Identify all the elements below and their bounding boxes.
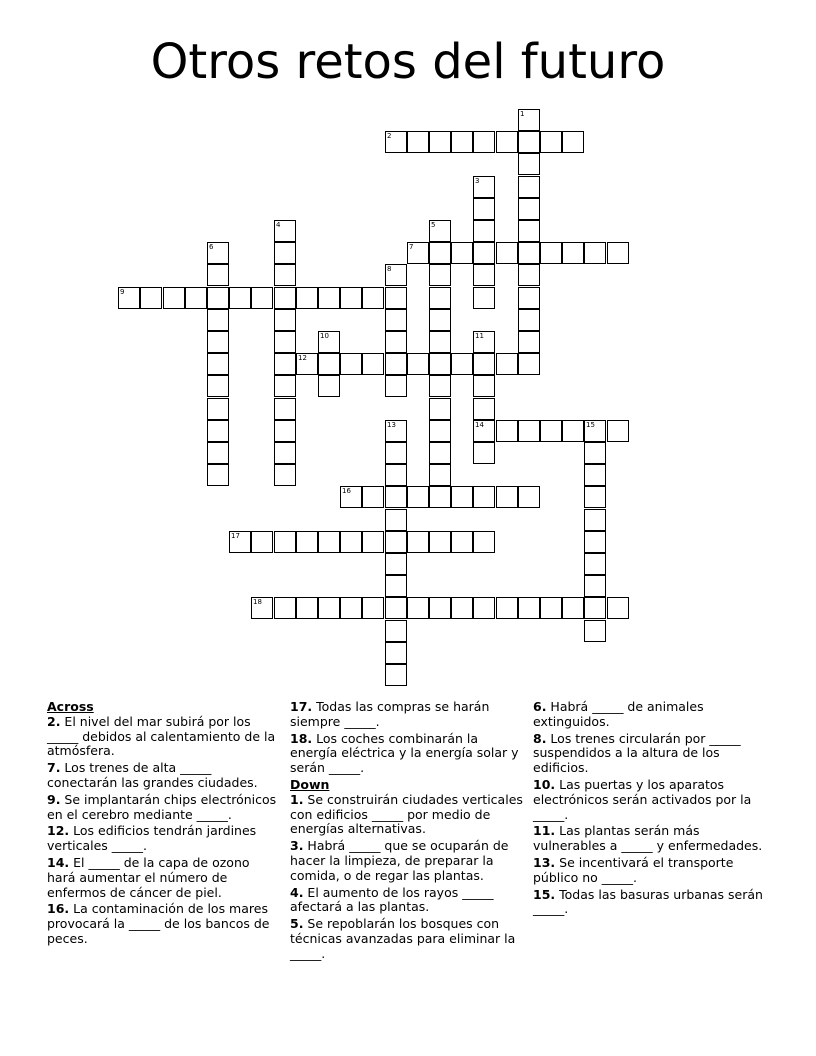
grid-cell[interactable] [496, 486, 518, 508]
clue-text: Habrá _____ de animales extinguidos. [533, 699, 704, 729]
cell-number: 5 [431, 221, 436, 229]
grid-cell[interactable] [362, 353, 384, 375]
grid-cell[interactable] [274, 309, 296, 331]
grid-cell[interactable] [518, 309, 540, 331]
grid-cell[interactable] [518, 220, 540, 242]
grid-cell[interactable] [518, 131, 540, 153]
clue-down-8 [533, 732, 765, 776]
grid-cell[interactable] [207, 398, 229, 420]
grid-cell[interactable] [274, 597, 296, 619]
grid-cell[interactable] [407, 597, 429, 619]
grid-cell[interactable] [451, 486, 473, 508]
grid-cell[interactable] [296, 353, 318, 375]
clue-number: 18. [290, 730, 313, 746]
clue-number: 4. [290, 884, 304, 900]
grid-cell[interactable] [473, 442, 495, 464]
cell-number: 11 [475, 332, 484, 340]
clue-number: 15. [533, 886, 556, 902]
clue-across-7 [47, 761, 280, 791]
grid-cell[interactable] [473, 597, 495, 619]
grid-cell[interactable] [540, 131, 562, 153]
grid-cell[interactable] [274, 220, 296, 242]
grid-cell[interactable] [229, 287, 251, 309]
clue-number: 14. [47, 854, 70, 870]
grid-cell[interactable] [429, 242, 451, 264]
grid-cell[interactable] [274, 353, 296, 375]
clue-text: Se implantarán chips electrónicos en el cerebro mediante _____. [47, 791, 277, 822]
grid-cell[interactable] [274, 331, 296, 353]
grid-cell[interactable] [251, 597, 273, 619]
grid-cell[interactable] [518, 153, 540, 175]
grid-cell[interactable] [318, 331, 340, 353]
clue-text: Todas las compras se harán siempre _____. [290, 699, 490, 729]
clues-column-1 [47, 700, 280, 949]
grid-cell[interactable] [207, 242, 229, 264]
down-heading: Down [290, 776, 330, 792]
clue-down-11 [533, 824, 765, 854]
cell-number: 7 [409, 243, 414, 251]
grid-cell[interactable] [607, 597, 629, 619]
grid-cell[interactable] [207, 353, 229, 375]
clue-down-3 [290, 839, 526, 883]
grid-cell[interactable] [473, 287, 495, 309]
grid-cell[interactable] [229, 531, 251, 553]
grid-cell[interactable] [496, 597, 518, 619]
grid-cell[interactable] [540, 242, 562, 264]
grid-cell[interactable] [429, 597, 451, 619]
grid-cell[interactable] [318, 597, 340, 619]
grid-cell[interactable] [451, 353, 473, 375]
clue-number: 5. [290, 916, 304, 932]
grid-cell[interactable] [584, 597, 606, 619]
clue-number: 16. [47, 901, 70, 917]
cell-number: 8 [387, 265, 392, 273]
grid-cell[interactable] [207, 309, 229, 331]
clue-down-13 [533, 856, 765, 886]
clue-text: Las puertas y los aparatos electrónicos serán activados por la _____. [533, 776, 752, 822]
grid-cell[interactable] [340, 287, 362, 309]
grid-cell[interactable] [473, 375, 495, 397]
grid-cell[interactable] [496, 131, 518, 153]
page-title: Otros retos del futuro [150, 34, 666, 90]
clue-number: 3. [290, 838, 304, 854]
clue-down-4 [290, 886, 526, 916]
grid-cell[interactable] [429, 309, 451, 331]
grid-cell[interactable] [385, 531, 407, 553]
grid-cell[interactable] [584, 464, 606, 486]
clue-number: 17. [290, 699, 313, 714]
grid-cell[interactable] [518, 331, 540, 353]
cell-number: 18 [253, 598, 262, 606]
clue-down-10 [533, 778, 765, 822]
grid-cell[interactable] [296, 531, 318, 553]
grid-cell[interactable] [207, 442, 229, 464]
grid-cell[interactable] [385, 597, 407, 619]
clue-number: 7. [47, 760, 61, 776]
clue-down-6 [533, 700, 765, 730]
grid-cell[interactable] [584, 620, 606, 642]
grid-cell[interactable] [518, 264, 540, 286]
grid-cell[interactable] [429, 264, 451, 286]
clue-text: Los edificios tendrán jardines verticales _____. [47, 823, 257, 854]
grid-cell[interactable] [362, 531, 384, 553]
grid-cell[interactable] [540, 597, 562, 619]
grid-cell[interactable] [429, 486, 451, 508]
grid-cell[interactable] [473, 264, 495, 286]
grid-cell[interactable] [385, 131, 407, 153]
clue-across-14 [47, 856, 280, 900]
clue-number: 1. [290, 791, 304, 807]
grid-cell[interactable] [496, 353, 518, 375]
clue-text: Habrá _____ que se ocuparán de hacer la limpieza, de preparar la comida, o de regar las plantas. [290, 838, 509, 883]
grid-cell[interactable] [274, 531, 296, 553]
grid-cell[interactable] [274, 398, 296, 420]
grid-cell[interactable] [340, 531, 362, 553]
grid-cell[interactable] [429, 442, 451, 464]
grid-cell[interactable] [318, 287, 340, 309]
grid-cell[interactable] [385, 287, 407, 309]
cell-number: 1 [520, 110, 525, 118]
clue-number: 13. [533, 854, 556, 870]
grid-cell[interactable] [429, 375, 451, 397]
grid-cell[interactable] [385, 331, 407, 353]
grid-cell[interactable] [385, 575, 407, 597]
grid-cell[interactable] [274, 420, 296, 442]
clue-across-18 [290, 732, 526, 776]
cell-number: 4 [276, 221, 281, 229]
grid-cell[interactable] [207, 264, 229, 286]
grid-cell[interactable] [318, 375, 340, 397]
grid-cell[interactable] [340, 353, 362, 375]
grid-cell[interactable] [584, 242, 606, 264]
grid-cell[interactable] [451, 131, 473, 153]
grid-cell[interactable] [274, 287, 296, 309]
grid-cell[interactable] [451, 597, 473, 619]
grid-cell[interactable] [429, 353, 451, 375]
grid-cell[interactable] [296, 597, 318, 619]
clue-number: 12. [47, 823, 70, 839]
grid-cell[interactable] [118, 287, 140, 309]
grid-cell[interactable] [163, 287, 185, 309]
grid-cell[interactable] [251, 531, 273, 553]
grid-cell[interactable] [207, 420, 229, 442]
grid-cell[interactable] [429, 398, 451, 420]
grid-cell[interactable] [429, 287, 451, 309]
grid-cell[interactable] [362, 597, 384, 619]
grid-cell[interactable] [473, 420, 495, 442]
grid-cell[interactable] [385, 642, 407, 664]
grid-cell[interactable] [451, 531, 473, 553]
grid-cell[interactable] [207, 287, 229, 309]
cell-number: 14 [475, 421, 484, 429]
clue-number: 9. [47, 791, 61, 807]
clue-number: 2. [47, 713, 61, 729]
grid-cell[interactable] [584, 553, 606, 575]
grid-cell[interactable] [296, 287, 318, 309]
grid-cell[interactable] [185, 287, 207, 309]
grid-cell[interactable] [562, 597, 584, 619]
grid-cell[interactable] [584, 575, 606, 597]
grid-cell[interactable] [385, 375, 407, 397]
grid-cell[interactable] [518, 176, 540, 198]
grid-cell[interactable] [518, 420, 540, 442]
grid-cell[interactable] [473, 176, 495, 198]
grid-cell[interactable] [274, 442, 296, 464]
grid-cell[interactable] [362, 287, 384, 309]
grid-cell[interactable] [562, 420, 584, 442]
grid-cell[interactable] [385, 509, 407, 531]
clue-down-1 [290, 793, 526, 837]
clues-column-2 [290, 700, 526, 964]
grid-cell[interactable] [429, 131, 451, 153]
grid-cell[interactable] [473, 131, 495, 153]
cell-number: 12 [298, 354, 307, 362]
grid-cell[interactable] [207, 331, 229, 353]
clue-number: 6. [533, 699, 547, 714]
clue-text: Los trenes de alta _____ conectarán las grandes ciudades. [47, 760, 258, 790]
grid-cell[interactable] [584, 420, 606, 442]
grid-cell[interactable] [473, 531, 495, 553]
grid-cell[interactable] [385, 486, 407, 508]
cell-number: 3 [475, 177, 480, 185]
clue-text: Se repoblarán los bosques con técnicas avanzadas para eliminar la _____. [290, 916, 516, 961]
clues-column-3 [533, 700, 765, 919]
grid-cell[interactable] [496, 420, 518, 442]
clue-text: La contaminación de los mares provocará la _____ de los bancos de peces. [47, 901, 270, 946]
grid-cell[interactable] [274, 242, 296, 264]
grid-cell[interactable] [385, 620, 407, 642]
grid-cell[interactable] [518, 353, 540, 375]
grid-cell[interactable] [518, 597, 540, 619]
grid-cell[interactable] [584, 442, 606, 464]
grid-cell[interactable] [607, 420, 629, 442]
clue-text: El nivel del mar subirá por los _____ debidos al calentamiento de la atmósfera. [47, 713, 276, 759]
clue-text: Se construirán ciudades verticales con edificios _____ por medio de energías alternativas. [290, 791, 523, 837]
grid-cell[interactable] [318, 353, 340, 375]
cell-number: 9 [120, 288, 125, 296]
clue-text: Se incentivará el transporte público no _____. [533, 854, 734, 885]
clue-number: 8. [533, 730, 547, 746]
grid-cell[interactable] [562, 131, 584, 153]
grid-cell[interactable] [274, 264, 296, 286]
clue-number: 11. [533, 823, 556, 839]
grid-cell[interactable] [518, 109, 540, 131]
grid-cell[interactable] [385, 353, 407, 375]
clue-text: Los coches combinarán la energía eléctrica y la energía solar y serán _____. [290, 730, 519, 776]
cell-number: 16 [342, 487, 351, 495]
clue-text: El aumento de los rayos _____ afectará a las plantas. [290, 884, 494, 915]
clue-across-16 [47, 902, 280, 946]
grid-cell[interactable] [318, 531, 340, 553]
grid-cell[interactable] [473, 353, 495, 375]
grid-cell[interactable] [429, 464, 451, 486]
cell-number: 2 [387, 132, 392, 140]
clue-across-9 [47, 793, 280, 823]
cell-number: 15 [586, 421, 595, 429]
grid-cell[interactable] [562, 242, 584, 264]
clue-text: Los trenes circularán por _____ suspendidos a la altura de los edificios. [533, 730, 741, 776]
clue-across-12 [47, 824, 280, 854]
grid-cell[interactable] [340, 486, 362, 508]
grid-cell[interactable] [385, 553, 407, 575]
clue-down-15 [533, 888, 765, 918]
grid-cell[interactable] [473, 398, 495, 420]
grid-cell[interactable] [274, 464, 296, 486]
clue-down-5 [290, 917, 526, 961]
grid-cell[interactable] [451, 242, 473, 264]
clue-text: Todas las basuras urbanas serán _____. [533, 886, 763, 917]
cell-number: 17 [231, 532, 240, 540]
grid-cell[interactable] [340, 597, 362, 619]
grid-cell[interactable] [496, 242, 518, 264]
grid-cell[interactable] [385, 442, 407, 464]
grid-cell[interactable] [473, 242, 495, 264]
grid-cell[interactable] [274, 375, 296, 397]
grid-cell[interactable] [407, 531, 429, 553]
grid-cell[interactable] [540, 420, 562, 442]
grid-cell[interactable] [407, 486, 429, 508]
clue-across-2 [47, 715, 280, 759]
clue-text: Las plantas serán más vulnerables a _____ y enfermedades. [533, 823, 763, 854]
grid-cell[interactable] [584, 486, 606, 508]
clue-text: El _____ de la capa de ozono hará aumentar el número de enfermos de cáncer de piel. [47, 854, 250, 900]
cell-number: 13 [387, 421, 396, 429]
grid-cell[interactable] [140, 287, 162, 309]
grid-cell[interactable] [407, 353, 429, 375]
grid-cell[interactable] [473, 220, 495, 242]
grid-cell[interactable] [584, 531, 606, 553]
grid-cell[interactable] [385, 264, 407, 286]
grid-cell[interactable] [429, 531, 451, 553]
grid-cell[interactable] [607, 242, 629, 264]
grid-cell[interactable] [407, 242, 429, 264]
clue-across-17 [290, 700, 526, 730]
grid-cell[interactable] [518, 242, 540, 264]
grid-cell[interactable] [518, 198, 540, 220]
grid-cell[interactable] [385, 664, 407, 686]
grid-cell[interactable] [473, 486, 495, 508]
grid-cell[interactable] [518, 486, 540, 508]
grid-cell[interactable] [429, 220, 451, 242]
grid-cell[interactable] [362, 486, 384, 508]
grid-cell[interactable] [251, 287, 273, 309]
clue-number: 10. [533, 776, 556, 792]
grid-cell[interactable] [584, 509, 606, 531]
grid-cell[interactable] [429, 420, 451, 442]
cell-number: 10 [320, 332, 329, 340]
grid-cell[interactable] [385, 464, 407, 486]
cell-number: 6 [209, 243, 214, 251]
grid-cell[interactable] [473, 198, 495, 220]
across-heading: Across [47, 699, 94, 714]
grid-cell[interactable] [407, 131, 429, 153]
grid-cell[interactable] [385, 420, 407, 442]
grid-cell[interactable] [518, 287, 540, 309]
grid-cell[interactable] [385, 309, 407, 331]
grid-cell[interactable] [207, 375, 229, 397]
grid-cell[interactable] [207, 464, 229, 486]
grid-cell[interactable] [473, 331, 495, 353]
grid-cell[interactable] [429, 331, 451, 353]
